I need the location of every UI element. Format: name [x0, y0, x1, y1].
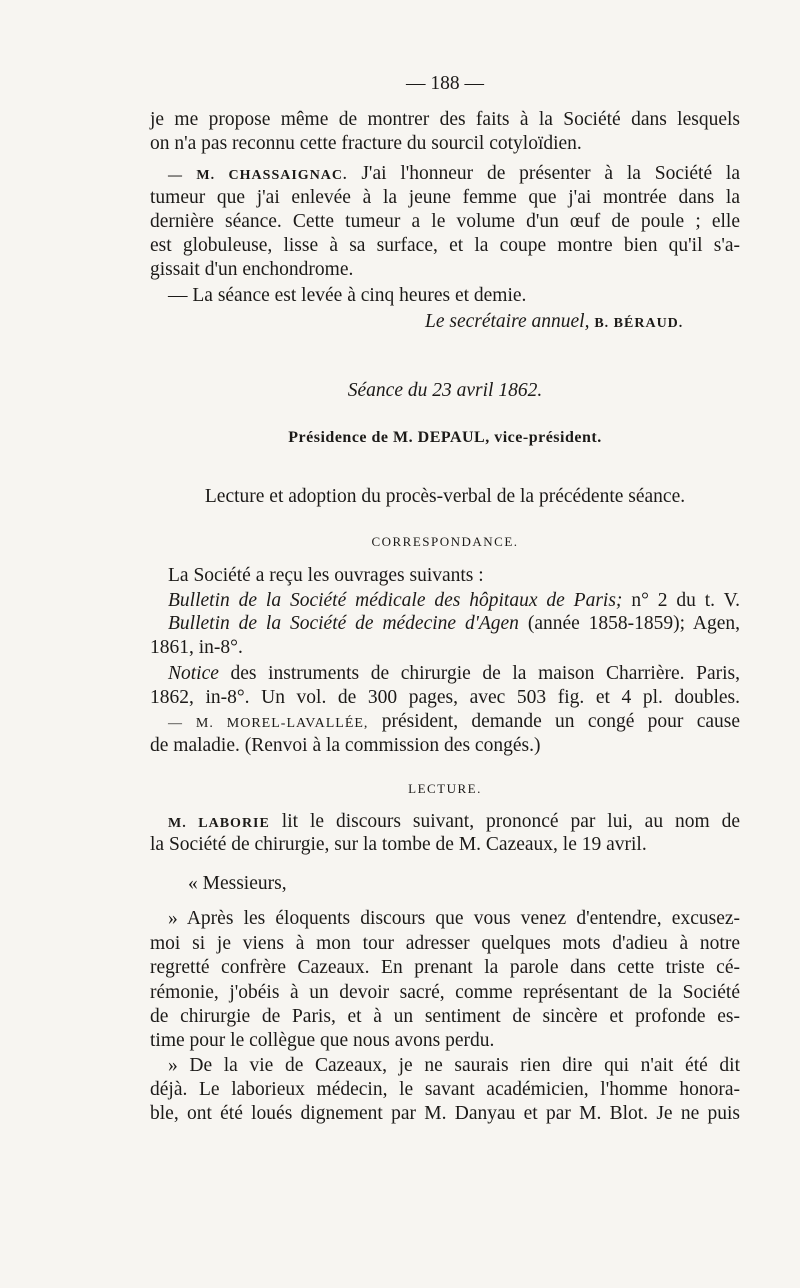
text-span: président, demande un congé pour cause [381, 711, 741, 732]
speaker-name: — M. CHASSAIGNAC. [168, 168, 348, 183]
text-span: n° 2 du t. V. [631, 590, 741, 611]
publication-title: Bulletin de la Société de médecine d'Agen [168, 613, 519, 634]
section-heading: LECTURE. [408, 781, 482, 796]
text-line: » Après les éloquents discours que vous venez d'entendre, excusez- [168, 908, 740, 929]
publication-title: Notice [168, 663, 219, 684]
text-line [168, 710, 740, 736]
minutes-line: Lecture et adoption du procès-verbal de la précédente séance. [204, 486, 686, 507]
text-line: de chirurgie de Paris, et à un sentiment de sincère et profonde es- [150, 1006, 740, 1027]
text-line: regretté confrère Cazeaux. En prenant la parole dans cette triste cé- [150, 957, 740, 978]
text-line: « Messieurs, [188, 873, 287, 894]
presidency-line: Présidence de M. DEPAUL, vice-président. [288, 429, 602, 446]
text-line: time pour le collègue que nous avons perdu. [150, 1030, 495, 1051]
session-title-text: Séance du 23 avril 1862. [347, 380, 543, 401]
text-line [168, 612, 740, 636]
text-line: je me propose même de montrer des faits à la Société dans lesquels [150, 109, 740, 130]
section-heading: CORRESPONDANCE. [371, 534, 519, 549]
text-line: gissait d'un enchondrome. [150, 259, 354, 280]
text-span: J'ai l'honneur de présenter à la Société la [361, 163, 740, 184]
text-line: La Société a reçu les ouvrages suivants : [168, 565, 484, 586]
text-line: dernière séance. Cette tumeur a le volume d'un œuf de poule ; elle [150, 211, 740, 232]
text-line [168, 662, 740, 686]
text-line: la Société de chirurgie, sur la tombe de M. Cazeaux, le 19 avril. [150, 834, 647, 855]
signature [425, 310, 683, 336]
member-name: — M. MOREL-LAVALLÉE, [168, 716, 369, 731]
text-line: de maladie. (Renvoi à la commission des congés.) [150, 735, 541, 756]
text-line: » De la vie de Cazeaux, je ne saurais rien dire qui n'ait été dit [168, 1055, 740, 1076]
text-line: tumeur que j'ai enlevée à la jeune femme que j'ai montrée dans la [150, 187, 740, 208]
text-line: on n'a pas reconnu cette fracture du sourcil cotyloïdien. [150, 133, 582, 154]
text-span: (année 1858-1859); Agen, [527, 613, 740, 634]
speaker-name: M. LABORIE [168, 816, 270, 831]
text-line: 1862, in-8°. Un vol. de 300 pages, avec 503 fig. et 4 pl. doubles. [150, 687, 740, 708]
signature-role: Le secrétaire annuel, [425, 311, 590, 332]
text-line [168, 589, 740, 613]
text-line: déjà. Le laborieux médecin, le savant académicien, l'homme honora- [150, 1079, 740, 1100]
text-line: rémonie, j'obéis à un devoir sacré, comme représentant de la Société [150, 982, 740, 1003]
signature-name: B. BÉRAUD. [594, 316, 684, 331]
text-span: lit le discours suivant, prononcé par lui, au nom de [281, 811, 741, 832]
publication-title: Bulletin de la Société médicale des hôpitaux de Paris; [168, 590, 623, 611]
text-line: 1861, in-8°. [150, 637, 243, 658]
page-number: — 188 — [406, 73, 484, 94]
text-line: — La séance est levée à cinq heures et demie. [168, 285, 527, 306]
text-line: moi si je viens à mon tour adresser quelques mots d'adieu à notre [150, 933, 740, 954]
text-line: ble, ont été loués dignement par M. Danyau et par M. Blot. Je ne puis [150, 1103, 740, 1124]
text-span: des instruments de chirurgie de la maison Charrière. Paris, [230, 663, 740, 684]
session-title [150, 379, 740, 403]
text-line: est globuleuse, lisse à sa surface, et la coupe montre bien qu'il s'a- [150, 235, 740, 256]
text-line [168, 162, 740, 188]
